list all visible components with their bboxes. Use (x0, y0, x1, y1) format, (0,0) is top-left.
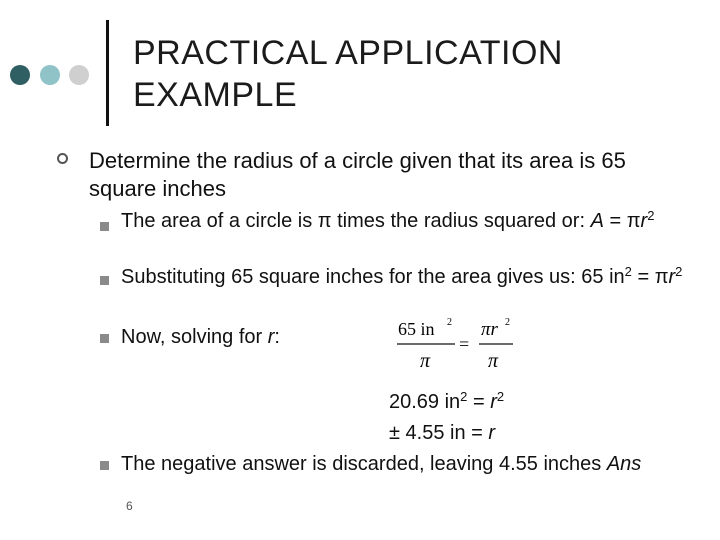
decor-dot-teal (40, 65, 60, 85)
circle-bullet-icon (57, 153, 68, 164)
bullet-conclusion: The negative answer is discarded, leaving 4.55 inches Ans (121, 453, 642, 475)
eq-lhs-exponent: 2 (447, 317, 452, 328)
title-line-2: EXAMPLE (133, 76, 298, 114)
square-bullet-icon (100, 334, 109, 343)
eq-rhs-numerator: πr (481, 319, 498, 340)
slide-title (133, 32, 563, 116)
bullet-substitution: Substituting 65 square inches for the area gives us: 65 $in^2 = \pi r^2$ (121, 264, 683, 288)
main-point: Determine the radius of a circle given that its area is 65 square inches (89, 148, 626, 201)
decor-dot-gray (69, 65, 89, 85)
title-line-1: PRACTICAL APPLICATION (133, 34, 563, 72)
fraction-equation (395, 312, 525, 372)
bullet-area-formula: The area of a circle is π times the radius squared or: $A = \pi r^2$ (121, 208, 655, 232)
title-divider (106, 20, 109, 126)
result-r-squared: 20.69 $in^2 = r^2$ (389, 389, 505, 413)
eq-lhs-denominator: π (420, 350, 431, 372)
eq-lhs-numerator: 65 in (398, 319, 435, 339)
square-bullet-icon (100, 222, 109, 231)
result-r: ± 4.55 in = r (389, 422, 496, 444)
square-bullet-icon (100, 461, 109, 470)
square-bullet-icon (100, 276, 109, 285)
page-number: 6 (126, 499, 133, 513)
eq-equals-sign: = (459, 334, 470, 354)
bullet-solving: Now, solving for r: (121, 326, 280, 348)
eq-rhs-denominator: π (488, 350, 499, 372)
decor-dot-dark (10, 65, 30, 85)
eq-rhs-exponent: 2 (505, 317, 510, 328)
